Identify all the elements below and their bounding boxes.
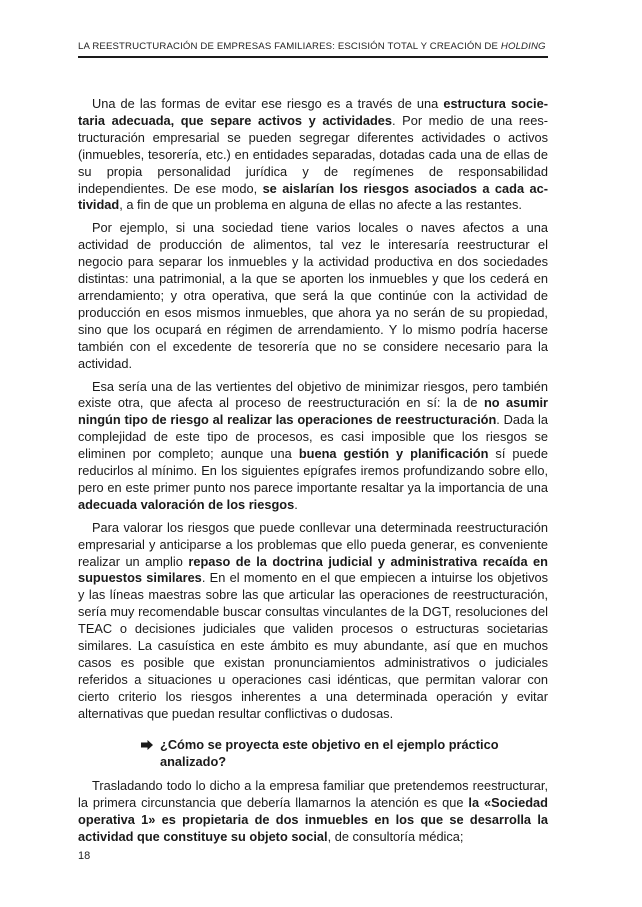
pointing-hand-icon: [140, 738, 154, 752]
text-run: .: [294, 496, 298, 512]
paragraph: [78, 520, 548, 723]
text-run: Esa sería una de las vertientes del objetivo de minimizar riesgos, pero también existe otra, que afecta al proceso de reestructuración en sí: la de: [78, 378, 548, 411]
text-run: Una de las formas de evitar ese riesgo es a través de una: [92, 96, 444, 111]
header-rule: [78, 56, 548, 58]
text-run: . Dada la complejidad de este tipo de procesos, es casi imposible que los riesgos se eliminen por completo; aunque una: [78, 412, 548, 462]
text-run: , a fin de que un problema en alguna de ellas no afecte a las restantes.: [119, 197, 522, 213]
section-question-text: ¿Cómo se proyecta este objetivo en el ejemplo práctico analizado?: [160, 736, 499, 769]
text-run: . En el momento en el que empiecen a intuirse los objetivos y las líneas maestras sobre las que articular las operaciones de reestructuración, sería muy recomendable buscar consultas vinculantes de la DGT, resoluciones del TEAC o decisiones judiciales que validen procesos o estructuras societarias similares. La casuística en este ámbito es muy abundante, así que en muchos casos es posible que existan pronunciamientos administrativos o judiciales referidos a situaciones u operaciones casi idénticas, que permitan valorar con cierto criterio los riesgos inherentes a una determinada operación y evitar alternativas que puedan resultar conflictivas o dudosas.: [78, 570, 549, 721]
page-number: 18: [78, 850, 91, 862]
running-header-title: LA REESTRUCTURACIÓN DE EMPRESAS FAMILIARES: ESCISIÓN TOTAL Y CREACIÓN DE: [78, 41, 501, 52]
running-header: [78, 41, 548, 52]
text-run: sí puede reducirlos al mínimo. En los siguientes epígrafes iremos profundizando sobre ello, pero en este primer punto nos parece importante resaltar ya la importancia de una: [78, 446, 548, 495]
paragraph: [78, 379, 548, 514]
bold-run: adecuada valoración de los riesgos: [78, 496, 295, 512]
text-run: , de consultoría médica;: [327, 829, 464, 845]
paragraph: [78, 220, 548, 372]
text-run: Por ejemplo, si una sociedad tiene varios locales o naves afectos a una actividad de producción de alimentos, tal vez le interesaría reestructurar el negocio para separar los inmuebles y la actividad productiva en dos sociedades distintas: una patrimonial, a la que se aporten los inmuebles y que los cederá en arrendamiento; y otra operativa, que será la que continúe con la actividad de producción en esos mismos inmuebles, que ahora ya no serán de su propiedad, sino que los ocupará en régimen de arrendamiento. Y lo mismo podría hacerse también con el excedente de tesorería que no se considere necesario para la actividad.: [78, 220, 548, 371]
body-text: [78, 96, 548, 852]
section-question: [78, 737, 548, 771]
text-run: . Por medio de una reestructuración empresarial se pueden segregar diferentes actividades o activos (inmuebles, tesorería, etc.) en entidades separadas, dotadas cada una de ellas de su propia personalidad jurídica y de regímenes de responsabilidad independientes. De ese modo,: [78, 112, 548, 196]
text-run: Para valorar los riesgos que puede conllevar una determinada reestructuración empresarial y anticiparse a los problemas que ello pueda generar, es conveniente realizar un amplio: [78, 519, 548, 569]
closing-paragraph: [78, 778, 548, 846]
bold-run: no asumir ningún tipo de riesgo al realizar las operaciones de reestructuración: [78, 395, 548, 428]
bold-run: se aislarían los riesgos asociados a cada actividad: [78, 180, 548, 213]
paragraph: [78, 96, 548, 214]
bold-run: estructura societaria adecuada, que separe activos y actividades: [78, 96, 548, 128]
bold-run: repaso de la doctrina judicial y administrativa recaída en supuestos similares: [78, 553, 548, 586]
bold-run: la «Sociedad operativa 1» es propietaria de dos inmuebles en los que se desarrolla la actividad que constituye su objeto social: [78, 795, 548, 845]
running-header-title-italic: HOLDING: [500, 41, 546, 52]
bold-run: buena gestión y planificación: [298, 446, 489, 462]
text-run: Trasladando todo lo dicho a la empresa familiar que pretendemos reestructurar, la primera circunstancia que debería llamarnos la atención es que: [78, 778, 548, 811]
